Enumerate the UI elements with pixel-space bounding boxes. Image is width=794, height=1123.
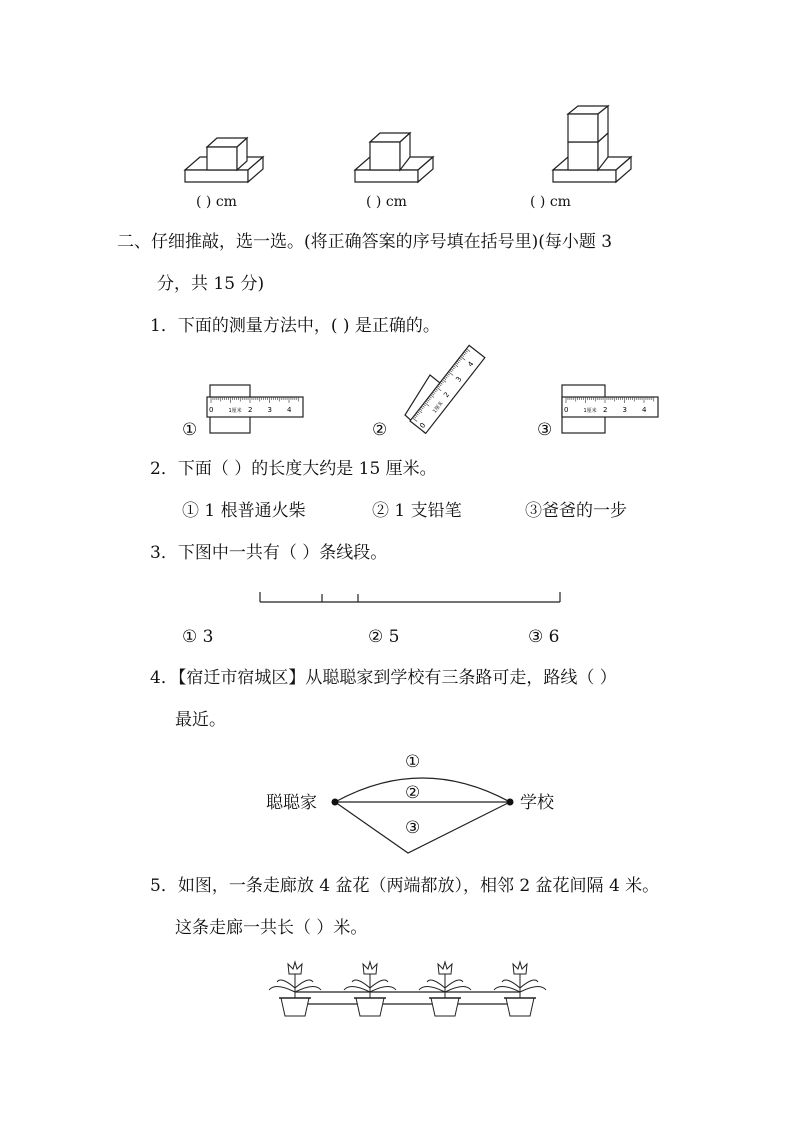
question-4-text-cont: 最近。 xyxy=(175,710,226,730)
q1-option-3: ③ xyxy=(537,420,553,440)
flower-corridor-figure xyxy=(265,960,555,1020)
question-5-text-cont: 这条走廊一共长（ ）米。 xyxy=(175,918,368,938)
cube-figure-3 xyxy=(548,105,648,190)
cube-answer-1 xyxy=(196,195,237,209)
flower-pot-icon xyxy=(494,962,546,1016)
route-label-2: ② xyxy=(405,783,421,803)
route-diagram xyxy=(330,760,520,860)
ruler-mark-label: 1厘米 xyxy=(583,408,597,414)
question-4-text: 4．【宿迁市宿城区】从聪聪家到学校有三条路可走，路线（ ） xyxy=(150,668,617,688)
ruler-mark-label: 3 xyxy=(454,375,464,384)
route-label-3: ③ xyxy=(405,818,421,838)
ruler-figure-2 xyxy=(400,355,490,440)
ruler-figure-3 xyxy=(560,385,670,435)
ruler-mark-label: 3 xyxy=(267,406,272,414)
ruler-mark-label: 2 xyxy=(603,406,608,414)
ruler-mark-label: 0 xyxy=(418,421,428,430)
ruler-mark-label: 4 xyxy=(466,359,476,369)
answer-blank: ( ) xyxy=(530,194,546,210)
section-heading-cont: 分，共 15 分) xyxy=(157,274,265,294)
q2-option-1: ① 1 根普通火柴 xyxy=(182,501,306,521)
q2-option-2: ② 1 支铅笔 xyxy=(372,501,462,521)
q3-option-3: ③ 6 xyxy=(528,627,560,647)
flower-pot-icon xyxy=(419,962,471,1016)
cube-figure-2 xyxy=(350,128,450,188)
unit-label: cm xyxy=(215,194,237,210)
answer-blank: ( ) xyxy=(196,194,212,210)
end-label: 学校 xyxy=(520,793,554,813)
section-heading: 二、仔细推敲，选一选。(将正确答案的序号填在括号里)(每小题 3 xyxy=(117,232,613,252)
ruler-figure-1 xyxy=(205,385,315,435)
cube-figure-1 xyxy=(180,135,280,190)
q1-option-2: ② xyxy=(372,420,388,440)
question-2-text: 2．下面（ ）的长度大约是 15 厘米。 xyxy=(150,459,437,479)
route-label-1: ① xyxy=(405,752,421,772)
question-3-text: 3．下图中一共有（ ）条线段。 xyxy=(150,543,388,563)
cube-answer-3 xyxy=(530,195,571,209)
ruler-mark-label: 2 xyxy=(248,406,253,414)
ruler-mark-label: 4 xyxy=(642,406,647,414)
ruler-mark-label: 4 xyxy=(287,406,292,414)
ruler-mark-label: 0 xyxy=(209,406,214,414)
question-5-text: 5．如图，一条走廊放 4 盆花（两端都放），相邻 2 盆花间隔 4 米。 xyxy=(150,876,660,896)
line-segment-figure xyxy=(258,590,568,606)
question-1-text: 1．下面的测量方法中，( ) 是正确的。 xyxy=(150,316,440,336)
ruler-mark-label: 1厘米 xyxy=(431,400,445,415)
flower-pot-icon xyxy=(344,962,396,1016)
q3-option-1: ① 3 xyxy=(182,627,214,647)
ruler-mark-label: 0 xyxy=(564,406,569,414)
ruler-mark-label: 2 xyxy=(442,390,452,400)
q2-option-3: ③爸爸的一步 xyxy=(525,501,627,521)
ruler-mark-label: 3 xyxy=(622,406,627,414)
cube-answer-2 xyxy=(366,195,407,209)
unit-label: cm xyxy=(385,194,407,210)
unit-label: cm xyxy=(549,194,571,210)
start-label: 聪聪家 xyxy=(266,793,317,813)
answer-blank: ( ) xyxy=(366,194,382,210)
q1-option-1: ① xyxy=(182,420,198,440)
ruler-mark-label: 1厘米 xyxy=(228,408,242,414)
q3-option-2: ② 5 xyxy=(368,627,400,647)
flower-pot-icon xyxy=(269,962,321,1016)
